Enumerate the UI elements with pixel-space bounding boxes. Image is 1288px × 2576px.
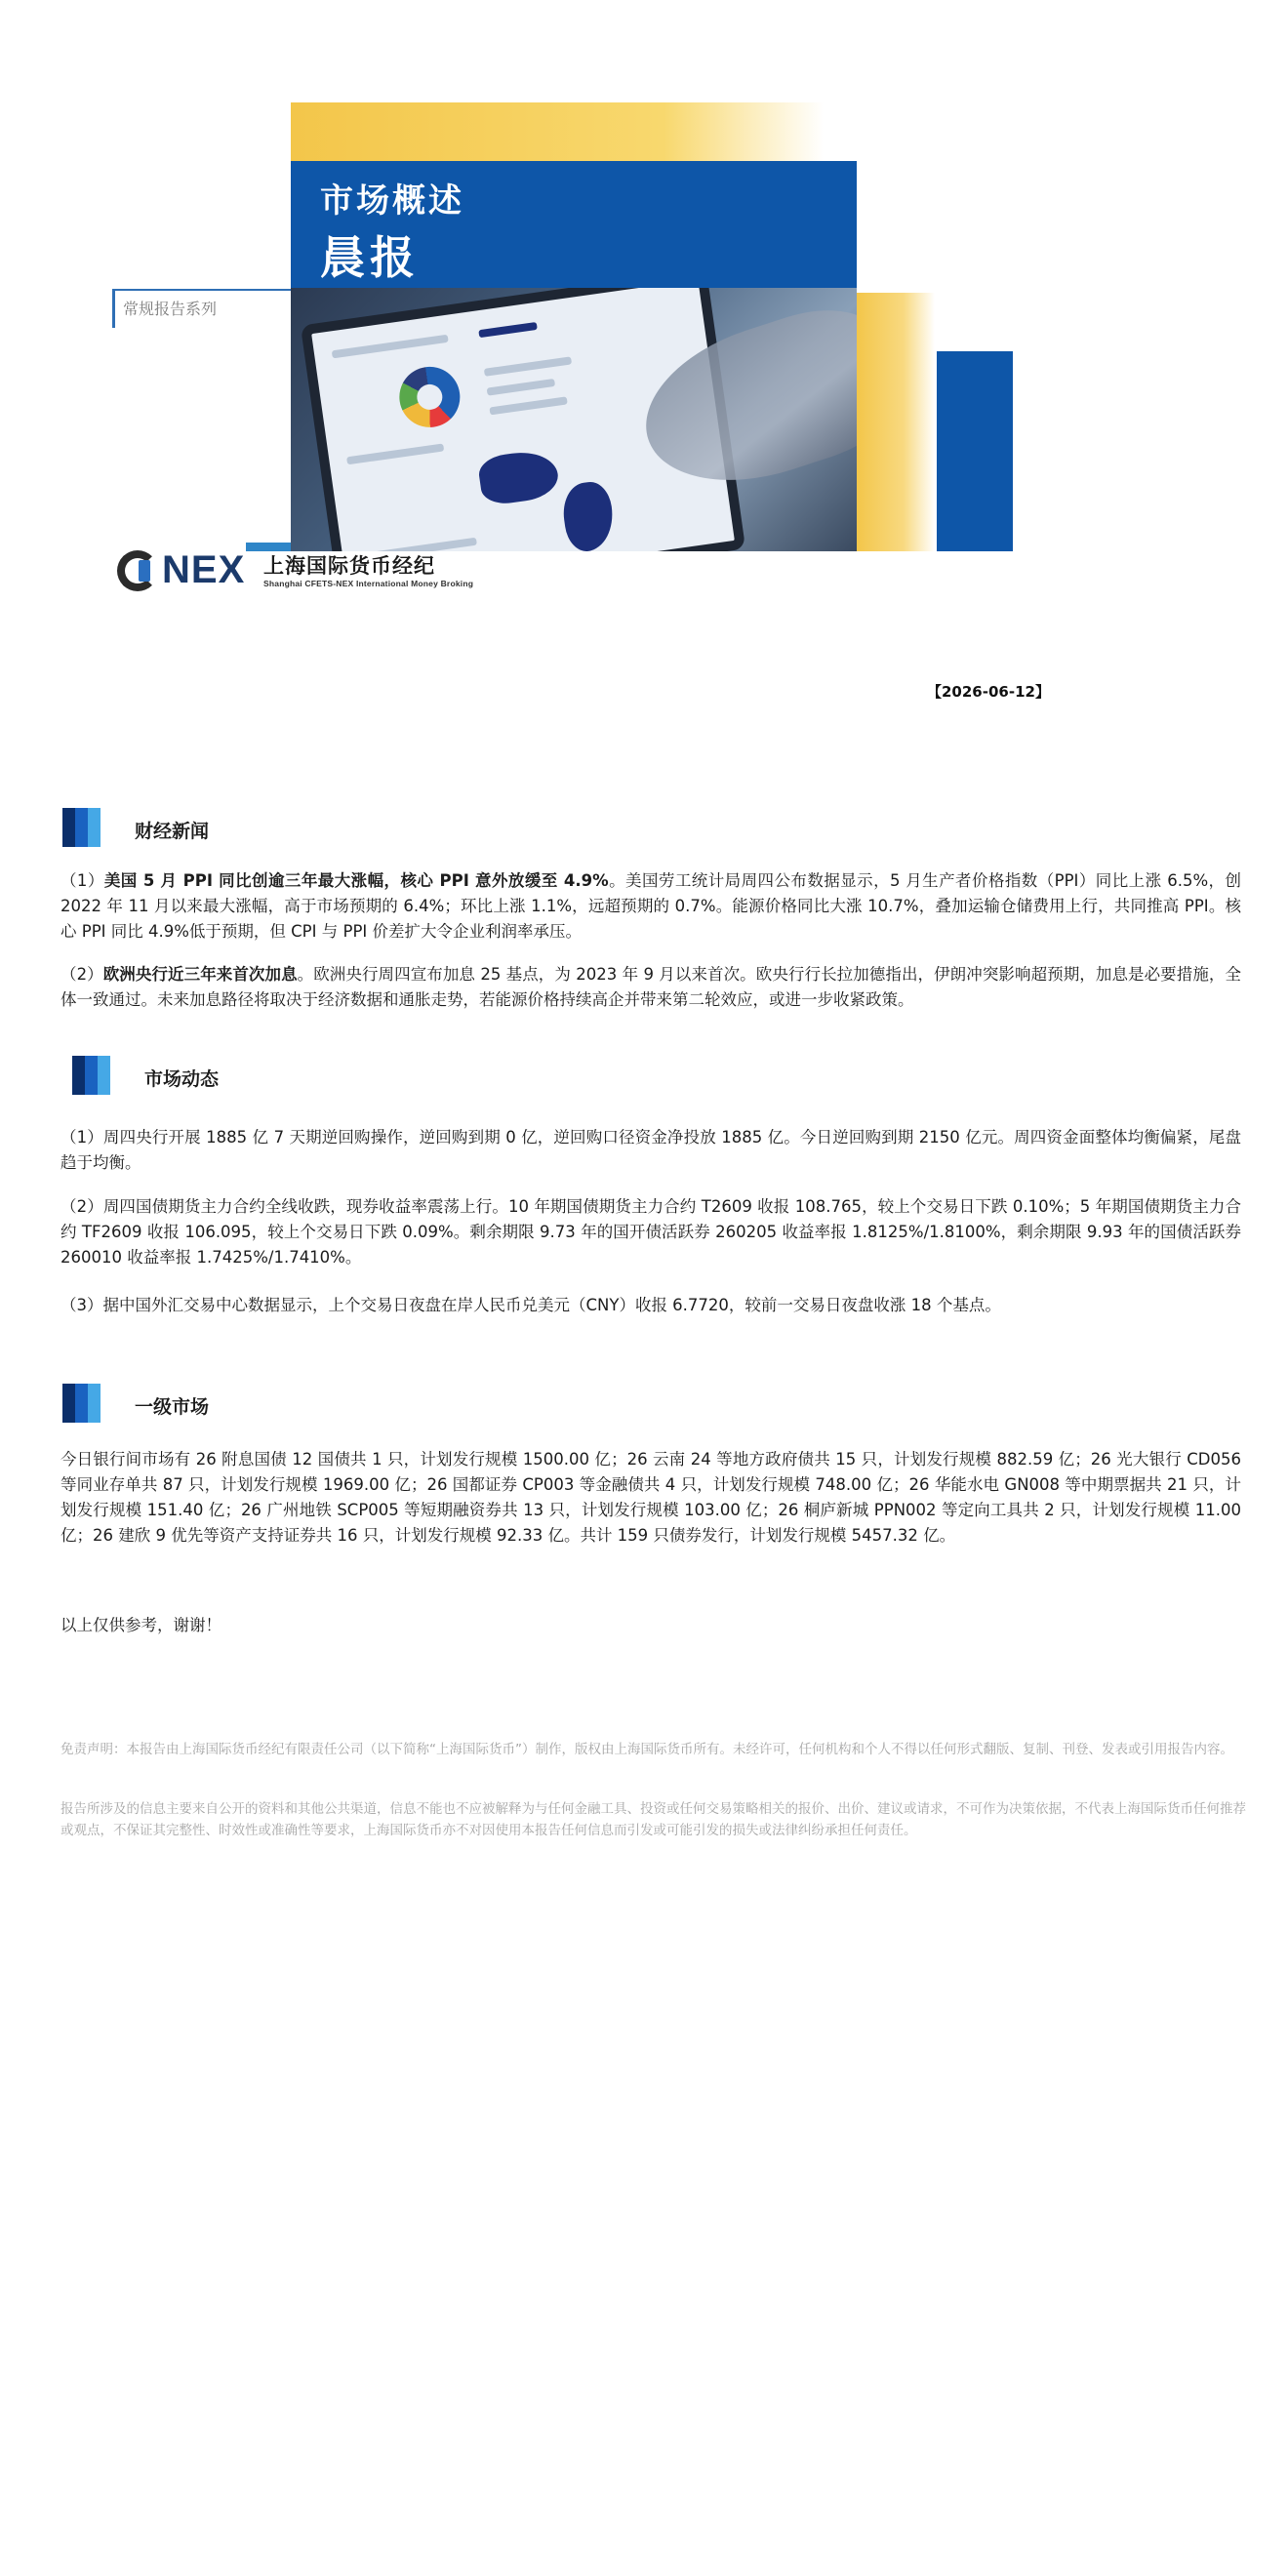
market-item: （3）据中国外汇交易中心数据显示，上个交易日夜盘在岸人民币兑美元（CNY）收报 6.7720，较前一交易日夜盘收涨 18 个基点。: [60, 1296, 1001, 1314]
logo-english-name: Shanghai CFETS-NEX International Money Broking: [263, 579, 474, 588]
logo-chinese-name: 上海国际货币经纪: [263, 554, 435, 578]
section-title: 一级市场: [135, 1396, 210, 1418]
section-bars-icon: [72, 1056, 111, 1095]
report-date: 【2026-06-12】: [927, 683, 1050, 701]
news-headline: 美国 5 月 PPI 同比创逾三年最大涨幅，核心 PPI 意外放缓至 4.9%: [103, 871, 609, 890]
series-rule: [112, 289, 291, 291]
cover-banner: [0, 0, 1288, 624]
section-bars-icon: [62, 808, 101, 847]
section-title: 市场动态: [144, 1068, 220, 1090]
news-item: （1）美国 5 月 PPI 同比创逾三年最大涨幅，核心 PPI 意外放缓至 4.9%。美国劳工统计局周四公布数据显示，5 月生产者价格指数（PPI）同比上涨 6.5%，创 2022 年 11 月以来最大涨幅，高于市场预期的 6.4%；环比上涨 1.1%，远超预期的 0.7%。能源价格同比大涨 10.7%，叠加运输仓储费用上行，共同推高 PPI。核心 PPI 同比 4.9%低于预期，但 CPI 与 PPI 价差扩大令企业利润率承压。: [60, 871, 1241, 941]
disclaimer-liability: 报告所涉及的信息主要来自公开的资料和其他公共渠道，信息不能也不应被解释为与任何金融工具、投资或任何交易策略相关的报价、出价、建议或请求，不可作为决策依据，不代表上海国际货币任何推荐或观点，不保证其完整性、时效性或准确性等要求，上海国际货币亦不对因使用本报告任何信息而引发或可能引发的损失或法律纠纷承担任何责任。: [60, 1801, 1246, 1838]
closing-note: 以上仅供参考，谢谢！: [60, 1616, 221, 1634]
market-item: （1）周四央行开展 1885 亿 7 天期逆回购操作，逆回购到期 0 亿，逆回购口径资金净投放 1885 亿。今日逆回购到期 2150 亿元。周四资金面整体均衡偏紧，尾盘趋于均衡。: [60, 1128, 1241, 1172]
news-item: （2）欧洲央行近三年来首次加息。欧洲央行周四宣布加息 25 基点，为 2023 年 9 月以来首次。欧央行行长拉加德指出，伊朗冲突影响超预期，加息是必要措施，全体一致通过。未来加息路径将取决于经济数据和通胀走势，若能源价格持续高企并带来第二轮效应，或进一步收紧政策。: [60, 965, 1241, 1009]
section-title: 财经新闻: [135, 821, 210, 842]
map-icon: [477, 448, 561, 507]
logo-mark: NEX: [162, 548, 246, 591]
donut-chart-icon: [395, 363, 463, 431]
cover-title: 市场概述: [320, 181, 464, 221]
section-bars-icon: [62, 1384, 101, 1423]
cover-subtitle: 晨报: [320, 231, 420, 284]
primary-market-summary: 今日银行间市场有 26 附息国债 12 国债共 1 只，计划发行规模 1500.00 亿；26 云南 24 等地方政府债共 15 只，计划发行规模 882.59 亿；26 光大银行 CD056 等同业存单共 87 只，计划发行规模 1969.00 亿；26 国都证券 CP003 等金融债共 4 只，计划发行规模 748.00 亿；26 华能水电 GN008 等中期票据共 21 只，计划发行规模 151.40 亿；26 广州地铁 SCP005 等短期融资券共 13 只，计划发行规模 103.00 亿；26 桐庐新城 PPN002 等定向工具共 2 只，计划发行规模 11.00 亿；26 建欣 9 优先等资产支持证券共 16 只，计划发行规模 92.33 亿。共计 159 只债券发行，计划发行规模 5457.32 亿。: [60, 1450, 1241, 1545]
market-item: （2）周四国债期货主力合约全线收跌，现券收益率震荡上行。10 年期国债期货主力合约 T2609 收报 108.765，较上个交易日下跌 0.10%；5 年期国债期货主力合约 TF2609 收报 106.095，较上个交易日下跌 0.09%。剩余期限 9.73 年的国开债活跃券 260205 收益率报 1.8125%/1.8100%，剩余期限 9.93 年的国债活跃券 260010 收益率报 1.7425%/1.7410%。: [60, 1197, 1241, 1267]
gold-accent-block: [857, 293, 935, 551]
company-logo: [117, 546, 488, 605]
news-headline: 欧洲央行近三年来首次加息: [102, 965, 298, 984]
series-label: 常规报告系列: [123, 300, 218, 318]
series-tick: [112, 289, 115, 328]
cover-photo-tablet: [291, 288, 857, 551]
navy-accent-block: [937, 351, 1013, 551]
logo-c-icon: [117, 550, 158, 591]
disclaimer-copyright: 免责声明：本报告由上海国际货币经纪有限责任公司（以下简称“上海国际货币”）制作，版权由上海国际货币所有。未经许可，任何机构和个人不得以任何形式翻版、复制、刊登、发表或引用报告内容。: [60, 1742, 1233, 1757]
gold-accent-bar: [291, 102, 824, 163]
